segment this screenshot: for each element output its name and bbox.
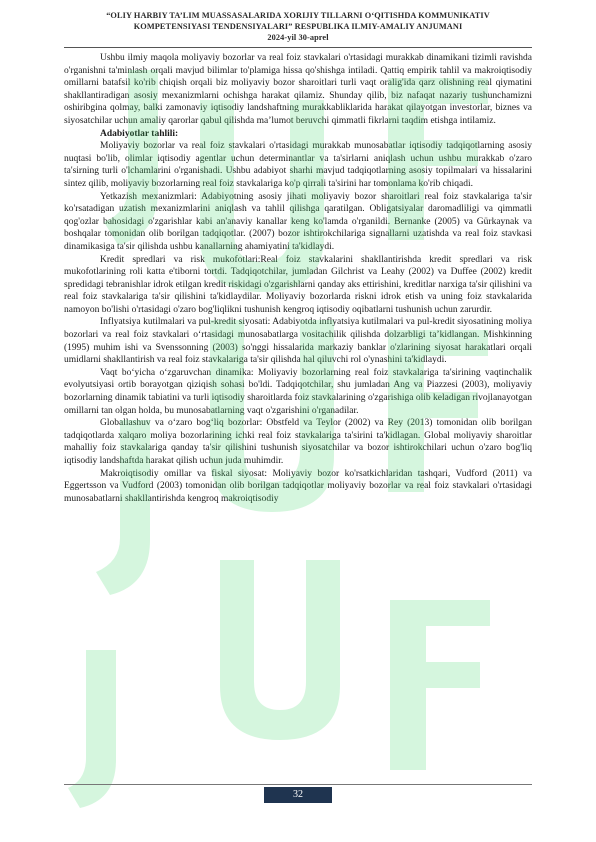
intro-paragraph: Ushbu ilmiy maqola moliyaviy bozorlar va real foiz stavkalari o'rtasidagi murakkab dinamikani tizimli ravishda o'rganishni ta'minlash orqali mavjud bilimlar to'plamiga hissa qo'shishga intiladi. Qattiq empirik tahlil va makroiqtisodiy omillarni batafsil ko'rib chiqish orqali biz moliyaviy bozor sharoitlari turli vaqt oralig'ida qarz olishning real qiymatini shakllantiradigan asosiy mexanizmlarni ochishga harakat qilamiz. Shunday qilib, biz nafaqat nazariy tushunchamizni oshiribgina qolmay, balki zamonaviy iqtisodiy landshaftning murakkabliklarida harakat qilayotgan investorlar, biznes va siyosatchilar uchun amaliy qarorlar qabul qilishda ma’lumot beruvchi qimmatli fikrlarni taqdim etishga intilamiz.	[64, 53, 532, 126]
paragraph-7: Makroiqtisodiy omillar va fiskal siyosat: Moliyaviy bozor ko'rsatkichlaridan tashqari, Vudford (2011) va Eggertsson va Vudford (2003) tomonidan olib borilgan tadqiqotlar moliyaviy bozorlar va real foiz stavkalari o'rtasidagi munosabatlarni shakllantirishda kengroq makroiqtisodiy	[64, 468, 532, 504]
footer-divider	[64, 784, 532, 785]
paragraph-1: Moliyaviy bozorlar va real foiz stavkalari o'rtasidagi murakkab munosabatlar iqtisodiy tadqiqotlarning asosiy nuqtasi bo'lib, olimlar iqtisodiy agentlar uchun determinantlar va ta'sirlarni aniqlash uchun ushbu murakkab o'zaro ta'sirning turli o'lchamlarini o'rganishadi. Ushbu adabiyot sharhi mavjud tadqiqotlarning asosiy topilmalari va hissalarini sintez qilib, moliyaviy bozorlarning real foiz stavkalariga ko'p qirrali ta'sirini har tomonlama ko'rib chiqadi.	[64, 141, 532, 189]
paragraph-4: Inflyatsiya kutilmalari va pul-kredit siyosati: Adabiyotda inflyatsiya kutilmalari va pul-kredit siyosatining moliya bozorlari va real foiz stavkalari o‘rtasidagi munosabatlarga vositachilik qilishda dolzarbligi ta’kidlangan. Mishkinning (1995) muhim ishi va Svenssonning (2003) so'nggi hissalarida markaziy banklar o'zlarining siyosat harakatlari orqali umidlarni shakllantirish va real foiz stavkalariga ta'sir qilishda hal qiluvchi rol o'ynashini ta'kidlaydi.	[64, 317, 532, 366]
paragraph-3: Kredit spredlari va risk mukofotlari:Real foiz stavkalarini shakllantirishda kredit spredlari va risk mukofotlarining roli katta e'tiborni tortdi. Tadqiqotchilar, jumladan Gilchrist va Leahy (2002) va Duffee (2002) kredit spredidagi tebranishlar idrok etilgan kredit riskidagi o'zgarishlarni qanday aks ettirishini, kreditlar narxiga ta'sir qilishini va real foiz stavkalariga ta'sir qilishini ta'kidlaydilar. Moliyaviy bozorlarda riskni idrok etish va uning foiz stavkalarida namoyon bo'lishi o'rtasidagi o'zaro bog'liqlikni tushunish kengroq iqtisodiy oqibatlarni tushunish uchun zarurdir.	[64, 254, 533, 315]
conference-header	[0, 10, 596, 43]
article-body	[64, 52, 532, 505]
header-date: 2024-yil 30-aprel	[267, 33, 329, 42]
page-number-badge: 32	[264, 787, 332, 803]
paragraph-5: Vaqt bo‘yicha o‘zgaruvchan dinamika: Moliyaviy bozorlarning real foiz stavkalariga ta'sirining vaqtinchalik evolyutsiyasi ortib borayotgan qiziqish sohasi bo'ldi. Tadqiqotchilar, shu jumladan Ang va Piazzesi (2003), moliyaviy bozorlarning dinamik tabiatini va turli iqtisodiy sharoitlarda foiz stavkalarining o'zgarishiga olib keladigan rivojlanayotgan omillarni tan olgan holda, bu munosabatlarning vaqt o'zgarishini o'rganadilar.	[64, 367, 532, 416]
paragraph-6: Globallashuv va o‘zaro bog‘liq bozorlar: Obstfeld va Teylor (2002) va Rey (2013) tomonidan olib borilgan tadqiqotlarda xalqaro moliya bozorlarining ichki real foiz stavkalariga ta'sirini ta'kidlagan. Global moliyaviy sharoitlar mahalliy foiz stavkalariga qanday ta'sir qilishini tushunish siyosatchilar va bozor ishtirokchilari uchun o'zaro bog'liq iqtisodiy landshaftda harakat qilish uchun juda muhimdir.	[64, 418, 532, 466]
header-title-line2: KOMPETENSIYASI TENDENSIYALARI” RESPUBLIKA ILMIY-AMALIY ANJUMANI	[133, 22, 463, 31]
header-divider	[64, 47, 532, 48]
header-title-line1: “OLIY HARBIY TA’LIM MUASSASALARIDA XORIJIY TILLARNI O‘QITISHDA KOMMUNIKATIV	[106, 11, 490, 20]
section-heading: Adabiyotlar tahlili:	[100, 128, 179, 139]
paragraph-2: Yetkazish mexanizmlari: Adabiyotning asosiy jihati moliyaviy bozor sharoitlari real foiz stavkalariga ta'sir ko'rsatadigan uzatish mexanizmlarini aniqlash va tahlil qilishga qaratilgan. Obligatsiyalar daromadliligi va qimmatli qog'ozlar bahosidagi o'zgarishlar kabi an'anaviy kanallar keng ko'lamda o'rganildi. Bernanke (2005) va Gürkaynak va boshqalar tomonidan olib borilgan tadqiqotlar. (2007) bozor ishtirokchilariga signallarni uzatishda va real foiz stavkasi dinamikasiga ta'sir qilishda ushbu kanallarning ahamiyatini ta'kidlaydi.	[64, 191, 532, 252]
